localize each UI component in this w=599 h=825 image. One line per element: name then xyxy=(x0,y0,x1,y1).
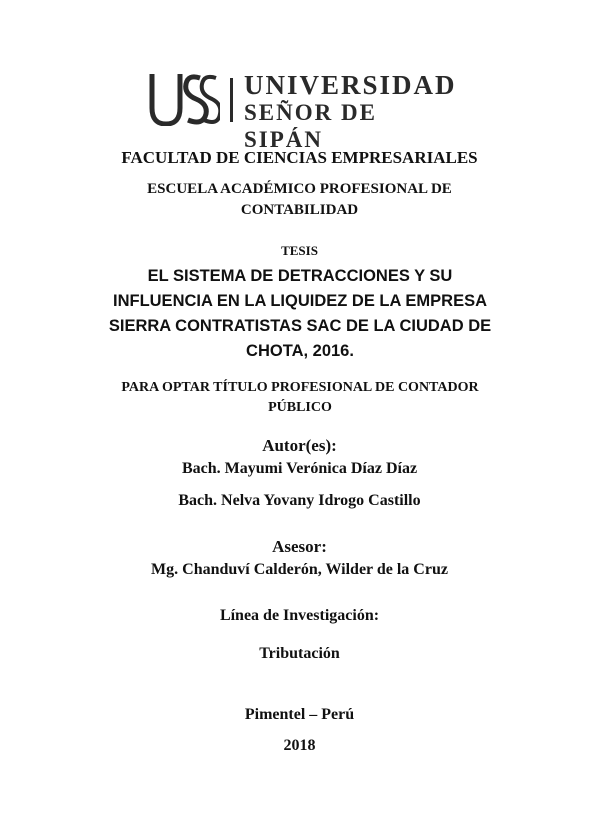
year: 2018 xyxy=(283,737,316,754)
author-2: Bach. Nelva Yovany Idrogo Castillo xyxy=(178,492,421,509)
title-line: INFLUENCIA EN LA LIQUIDEZ DE LA EMPRESA xyxy=(112,292,487,310)
title-line: SIERRA CONTRATISTAS SAC DE LA CIUDAD DE xyxy=(108,317,492,335)
place: Pimentel – Perú xyxy=(244,706,355,723)
thesis-title xyxy=(80,264,520,364)
degree-purpose xyxy=(100,378,500,418)
school-name-line-1: ESCUELA ACADÉMICO PROFESIONAL DE xyxy=(147,181,452,197)
degree-line-1: PARA OPTAR TÍTULO PROFESIONAL DE CONTADOR xyxy=(121,380,479,395)
research-line-label: Línea de Investigación: xyxy=(219,607,380,624)
logo-line-1: UNIVERSIDAD xyxy=(244,70,457,100)
logo-wordmark xyxy=(244,72,458,153)
advisor-name: Mg. Chanduví Calderón, Wilder de la Cruz xyxy=(151,561,448,578)
degree-line-2: PÚBLICO xyxy=(268,400,332,415)
author-1: Bach. Mayumi Verónica Díaz Díaz xyxy=(181,460,418,477)
title-line: EL SISTEMA DE DETRACCIONES Y SU xyxy=(147,267,453,285)
logo-divider xyxy=(230,78,233,122)
logo-line-2: SEÑOR DE SIPÁN xyxy=(244,100,377,152)
thesis-label: TESIS xyxy=(281,243,318,258)
school-name-line-2: CONTABILIDAD xyxy=(240,202,359,218)
research-line: Tributación xyxy=(259,645,340,662)
faculty-name: FACULTAD DE CIENCIAS EMPRESARIALES xyxy=(121,148,478,167)
advisor-label: Asesor: xyxy=(272,537,327,556)
uss-monogram-icon xyxy=(148,72,220,126)
authors-label: Autor(es): xyxy=(262,436,337,455)
title-line: CHOTA, 2016. xyxy=(246,342,354,360)
university-logo xyxy=(148,70,458,152)
